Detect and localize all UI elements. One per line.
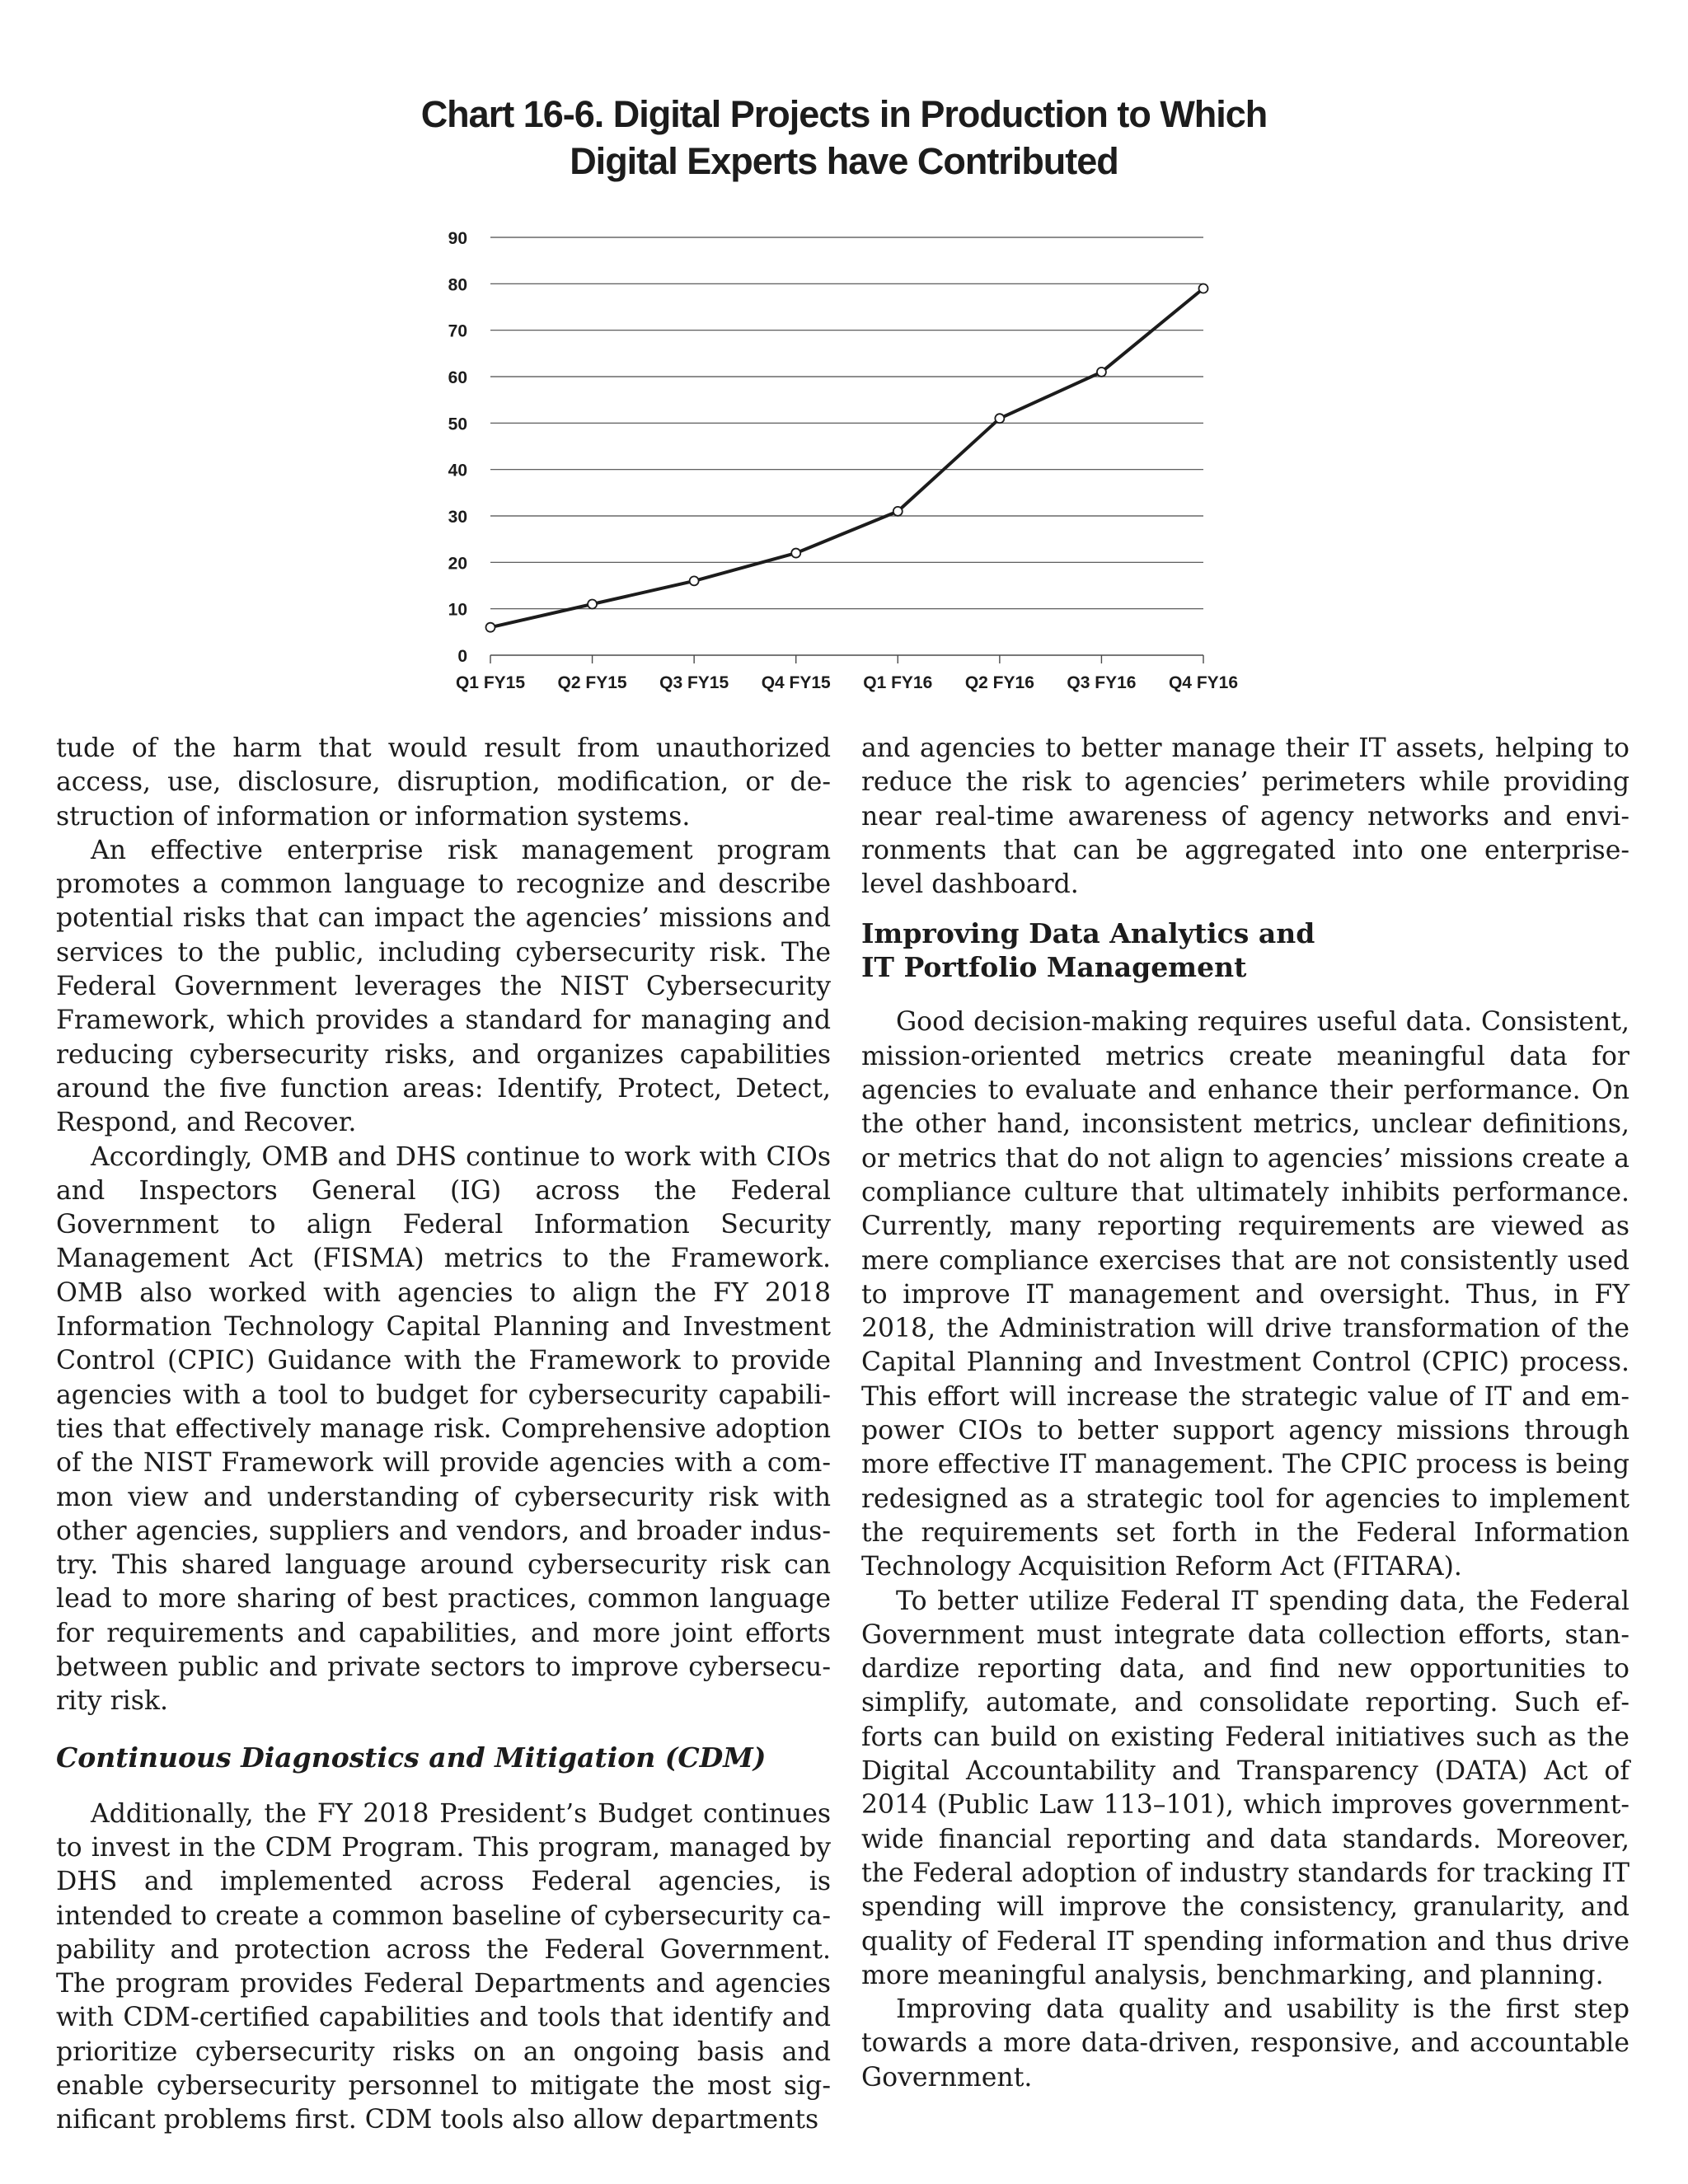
y-tick-label-0: 0 <box>457 647 467 666</box>
x-tick-label: Q1 FY16 <box>863 673 933 692</box>
left-column <box>56 732 831 2138</box>
y-tick-label-90: 90 <box>448 229 467 248</box>
y-tick-label-80: 80 <box>448 275 467 295</box>
y-tick-label-50: 50 <box>448 415 467 434</box>
y-tick-label-30: 30 <box>448 508 467 527</box>
line-chart <box>0 0 1688 725</box>
series-line-0 <box>490 288 1203 627</box>
data-point-q3-fy16 <box>1097 368 1106 377</box>
chart-title-line-2: Digital Experts have Contributed <box>570 140 1118 182</box>
y-tick-label-20: 20 <box>448 554 467 574</box>
data-analytics-heading-line-1: Improving Data Analytics and <box>861 917 1315 950</box>
right-column <box>861 732 1629 2095</box>
chart-title-line-1: Chart 16-6. Digital Projects in Production to Which <box>420 93 1268 135</box>
right-paragraph-1: and agencies to better manage their IT assets, helping to reduce the risk to agencies’ perimeters while providing near real-time awareness of agency networks and environments that can be aggregated into one enterprise-level dashboard. <box>861 733 1629 900</box>
data-point-q1-fy15 <box>486 623 495 632</box>
left-paragraph-4: Additionally, the FY 2018 President’s Budget continues to invest in the CDM Program. This program, managed by DHS and implemented across Federal agencies, is intended to create a common baseline of cybersecurity capability and protection across the Federal Government. The program provides Federal Departments and agencies with CDM-certified capabilities and tools that identify and prioritize cybersecurity risks on an ongoing basis and enable cybersecurity personnel to mitigate the most significant problems first. CDM tools also allow departments <box>56 1798 831 2135</box>
y-tick-label-70: 70 <box>448 321 467 341</box>
left-paragraph-1: tude of the harm that would result from unauthorized access, use, disclosure, disruption, modification, or destruction of information or information systems. <box>56 733 831 832</box>
x-tick-label: Q2 FY16 <box>964 673 1034 692</box>
left-paragraph-3: Accordingly, OMB and DHS continue to work with CIOs and Inspectors General (IG) across the Federal Government to align Federal Information Security Management Act (FISMA) metrics to the Framework. OMB also worked with agencies to align the FY 2018 Information Technology Capital Planning and Investment Control (CPIC) Guidance with the Framework to provide agencies with a tool to budget for cybersecurity capabilities that effectively manage risk. Comprehensive adoption of the NIST Framework will provide agencies with a common view and understanding of cybersecurity risk with other agencies, suppliers and vendors, and broader industry. This shared language around cybersecurity risk can lead to more sharing of best practices, common language for requirements and capabilities, and more joint efforts between public and private sectors to improve cybersecurity risk. <box>56 1141 831 1717</box>
x-tick-label: Q3 FY15 <box>659 673 729 692</box>
data-point-q3-fy15 <box>690 576 699 585</box>
right-paragraph-3: To better utilize Federal IT spending data, the Federal Government must integrate data collection efforts, standardize reporting data, and find new opportunities to simplify, automate, and consolidate reporting. Such efforts can build on existing Federal initiatives such as the Digital Accountability and Transparency (DATA) Act of 2014 (Public Law 113–101), which improves government-wide financial reporting and data standards. Moreover, the Federal adoption of industry standards for tracking IT spending will improve the consistency, granularity, and quality of Federal IT spending information and thus drive more meaningful analysis, benchmarking, and planning. <box>861 1586 1629 1990</box>
left-paragraph-2: An effective enterprise risk management program promotes a common language to recognize and describe potential risks that can impact the agencies’ missions and services to the public, including cybersecurity risk. The Federal Government leverages the NIST Cybersecurity Framework, which provides a standard for managing and reducing cybersecurity risks, and organizes capabilities around the five function areas: Identify, Protect, Detect, Respond, and Recover. <box>56 835 831 1138</box>
y-tick-label-60: 60 <box>448 368 467 387</box>
data-point-q4-fy15 <box>791 549 800 558</box>
right-paragraph-2: Good decision-making requires useful data. Consistent, mission-oriented metrics create meaningful data for agencies to evaluate and enhance their performance. On the other hand, inconsistent metrics, unclear definitions, or metrics that do not align to agencies’ missions create a compliance culture that ultimately inhibits performance. Currently, many reporting requirements are viewed as mere compliance exercises that are not consistently used to improve IT management and oversight. Thus, in FY 2018, the Administration will drive transformation of the Capital Planning and Investment Control (CPIC) process. This effort will increase the strategic value of IT and empower CIOs to better support agency missions through more effective IT management. The CPIC process is being redesigned as a strategic tool for agencies to implement the requirements set forth in the Federal Information Technology Acquisition Reform Act (FITARA). <box>861 1007 1629 1582</box>
data-point-q4-fy16 <box>1199 284 1208 293</box>
x-tick-label: Q1 FY15 <box>455 673 526 692</box>
x-tick-label: Q4 FY15 <box>761 673 831 692</box>
data-analytics-heading <box>861 916 1629 984</box>
right-paragraph-4: Improving data quality and usability is the first step towards a more data-driven, responsive, and accountable Government. <box>861 1994 1629 2093</box>
data-point-q1-fy16 <box>893 507 903 516</box>
data-point-q2-fy15 <box>588 600 597 609</box>
data-analytics-heading-line-2: IT Portfolio Management <box>861 951 1247 984</box>
x-tick-label: Q2 FY15 <box>557 673 627 692</box>
y-tick-label-10: 10 <box>448 600 467 620</box>
y-tick-label-40: 40 <box>448 461 467 480</box>
data-point-q2-fy16 <box>995 414 1004 423</box>
x-tick-label: Q3 FY16 <box>1067 673 1137 692</box>
cdm-heading: Continuous Diagnostics and Mitigation (CDM) <box>56 1741 767 1774</box>
x-tick-label: Q4 FY16 <box>1168 673 1239 692</box>
